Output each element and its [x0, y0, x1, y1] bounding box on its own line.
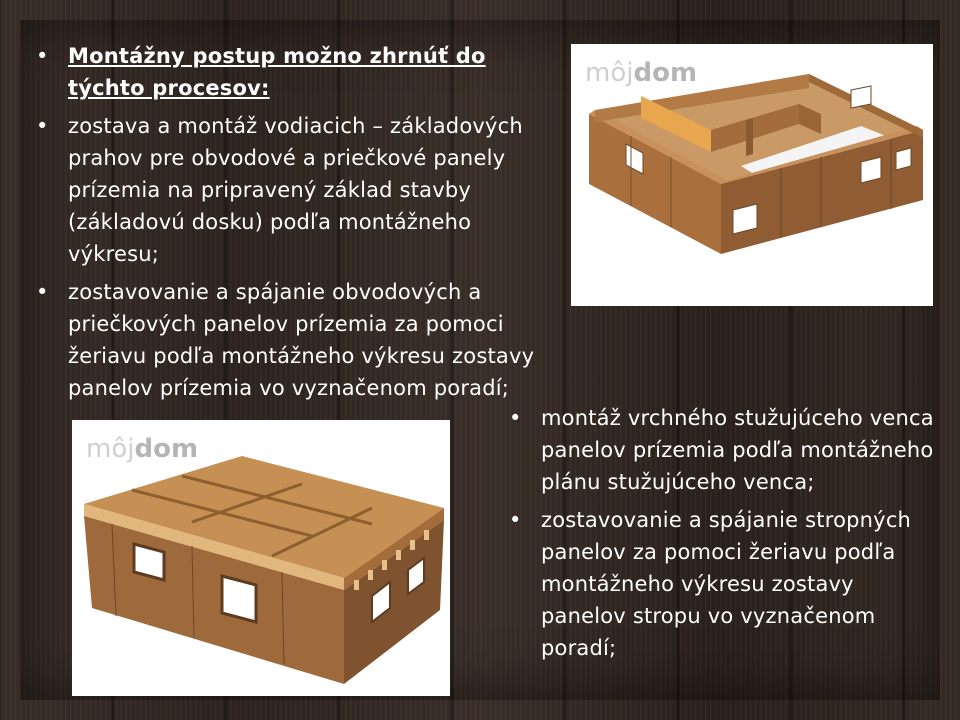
bullet-text: montáž vrchného stužujúceho venca panelov prízemia podľa montážneho plánu stužujúceho venca; [541, 406, 934, 494]
bullet-text: zostava a montáž vodiacich – základových prahov pre obvodové a priečkové panely prízemia na pripravený základ stavby (základovú dosku) podľa montážneho výkresu; [68, 114, 523, 266]
walls-illustration [571, 44, 933, 306]
bullet-item-heading [32, 40, 537, 104]
ceiling-illustration [72, 420, 450, 696]
bullet-item [505, 504, 935, 664]
left-bullet-list [32, 40, 537, 410]
ground-floor-walls-image [571, 44, 933, 306]
bullet-text: zostavovanie a spájanie stropných panelov za pomoci žeriavu podľa montážneho výkresu zostavy panelov stropu vo vyznačenom poradí; [541, 508, 912, 660]
heading-text: Montážny postup možno zhrnúť do týchto procesov: [68, 44, 486, 100]
bullet-item [32, 276, 537, 404]
watermark-logo: môjdom [86, 434, 199, 464]
right-bullet-list [505, 402, 935, 670]
bullet-icon: • [36, 280, 49, 304]
bullet-icon: • [509, 508, 522, 532]
bullet-icon: • [509, 406, 522, 430]
bullet-icon: • [36, 114, 49, 138]
bullet-item [505, 402, 935, 498]
bullet-item [32, 110, 537, 270]
bullet-icon: • [36, 44, 49, 68]
watermark-logo: môjdom [585, 58, 698, 88]
bullet-text: zostavovanie a spájanie obvodových a priečkových panelov prízemia za pomoci žeriavu podľa montážneho výkresu zostavy panelov prízemia vo vyznačenom poradí; [68, 280, 535, 400]
ceiling-panels-image [72, 420, 450, 696]
